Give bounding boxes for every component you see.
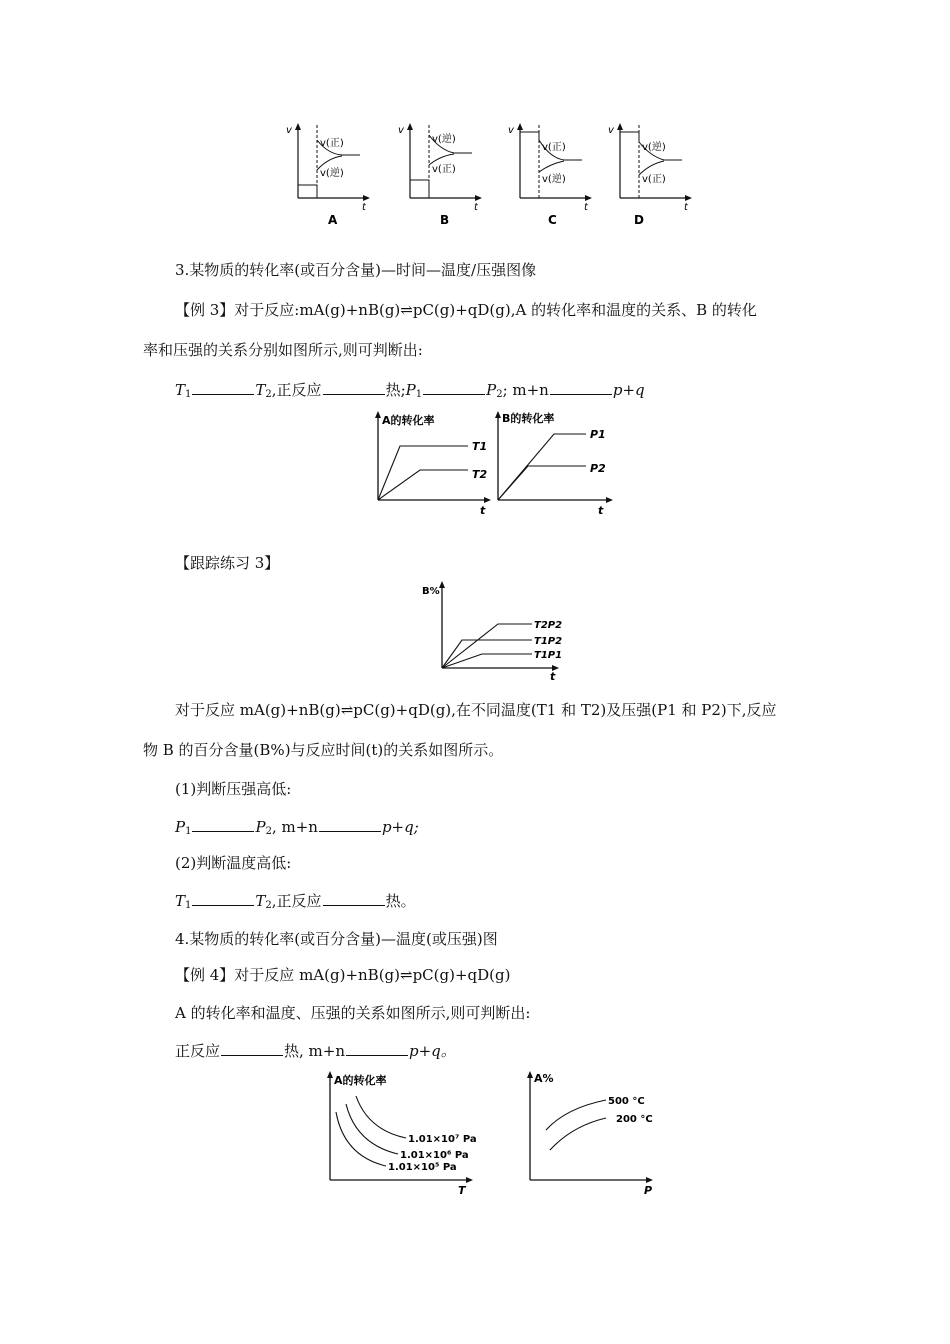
t1-symbol: T bbox=[175, 892, 186, 910]
practice3-heading: 【跟踪练习 3】 bbox=[175, 554, 280, 572]
example3-charts bbox=[370, 408, 620, 520]
curve-p1 bbox=[498, 434, 586, 500]
curve-label-500c: 500 °C bbox=[608, 1096, 645, 1107]
text-forward: ,正反应 bbox=[271, 892, 322, 910]
p1-symbol: P bbox=[405, 381, 416, 399]
practice3-chart bbox=[420, 580, 570, 684]
chart-ylabel: B% bbox=[422, 586, 440, 597]
example3-line1: 【例 3】对于反应:mA(g)+nB(g)⇌pC(g)+qD(g),A 的转化率和温度的关系、B 的转化 bbox=[175, 301, 757, 319]
p2-symbol: P bbox=[486, 381, 497, 399]
curve-label-1e7: 1.01×10⁷ Pa bbox=[408, 1134, 477, 1145]
curve-label-t1p2: T1P2 bbox=[534, 636, 563, 647]
curve-200c bbox=[550, 1118, 606, 1150]
chart-xlabel: t bbox=[480, 504, 486, 517]
practice3-q1-answer: $P_1$ $P_2$, m+n p+q; bbox=[175, 818, 419, 837]
chart-xlabel: t bbox=[598, 504, 604, 517]
conversion-temperature-chart bbox=[375, 411, 491, 517]
text-mn: ; m+n bbox=[502, 381, 549, 399]
curve-1e5 bbox=[336, 1112, 386, 1166]
answer-blank[interactable] bbox=[319, 817, 381, 832]
answer-blank[interactable] bbox=[192, 380, 254, 395]
curve-t2 bbox=[378, 470, 468, 500]
panel-label: B bbox=[440, 213, 450, 227]
t-axis-label: t bbox=[474, 202, 478, 213]
curve-p2 bbox=[498, 466, 586, 500]
upper-curve-label: v(正) bbox=[320, 138, 344, 149]
t2-symbol: T bbox=[255, 892, 266, 910]
chart-xlabel: P bbox=[644, 1184, 653, 1197]
panel-label: C bbox=[548, 213, 557, 227]
answer-blank[interactable] bbox=[192, 817, 254, 832]
curve-500c bbox=[546, 1100, 606, 1130]
curve-1e6 bbox=[346, 1104, 398, 1154]
curve-label-p1: P1 bbox=[590, 428, 606, 441]
curve-label-t1p1: T1P1 bbox=[534, 650, 563, 661]
example3-question: $T_1$ $T_2$,正反应 热$;P_1$ $P_2$; m+n p+q bbox=[175, 381, 645, 400]
curve-label-t2: T2 bbox=[472, 468, 488, 481]
answer-blank[interactable] bbox=[346, 1041, 408, 1056]
panel-b bbox=[398, 123, 482, 227]
answer-blank[interactable] bbox=[423, 380, 485, 395]
upper-curve-label: v(正) bbox=[542, 142, 566, 153]
curve-label-1e5: 1.01×10⁵ Pa bbox=[388, 1162, 457, 1173]
v-axis-label: v bbox=[508, 125, 514, 136]
curve-label-1e6: 1.01×10⁶ Pa bbox=[400, 1150, 469, 1161]
lower-curve-label: v(逆) bbox=[320, 168, 344, 179]
curve-1e7 bbox=[356, 1096, 406, 1138]
answer-blank[interactable] bbox=[550, 380, 612, 395]
p1-symbol: P bbox=[175, 818, 186, 836]
t-axis-label: t bbox=[684, 202, 688, 213]
curve-t1p1 bbox=[442, 654, 532, 668]
answer-blank[interactable] bbox=[323, 891, 385, 906]
chart-ylabel: A的转化率 bbox=[382, 414, 435, 427]
chart-xlabel: t bbox=[550, 670, 556, 683]
t1-symbol: T bbox=[175, 381, 186, 399]
v-axis-label: v bbox=[286, 125, 292, 136]
curve-t2p2 bbox=[442, 624, 532, 668]
panel-label: D bbox=[634, 213, 644, 227]
section4-heading: 4.某物质的转化率(或百分含量)—温度(或压强)图 bbox=[175, 930, 498, 948]
chart-ylabel: A% bbox=[534, 1072, 554, 1085]
practice3-q2-answer: $T_1$ $T_2$,正反应 热。 bbox=[175, 892, 416, 911]
example3-line2: 率和压强的关系分别如图所示,则可判断出: bbox=[143, 341, 423, 359]
t2-symbol: T bbox=[255, 381, 266, 399]
upper-curve-label: v(逆) bbox=[642, 142, 666, 153]
upper-curve-label: v(逆) bbox=[432, 134, 456, 145]
curve-label-p2: P2 bbox=[590, 462, 606, 475]
chart-ylabel: A的转化率 bbox=[334, 1074, 387, 1087]
practice3-line1: 对于反应 mA(g)+nB(g)⇌pC(g)+qD(g),在不同温度(T1 和 T2)及压强(P1 和 P2)下,反应 bbox=[175, 701, 777, 719]
panel-label: A bbox=[328, 213, 338, 227]
section3-heading: 3.某物质的转化率(或百分含量)—时间—温度/压强图像 bbox=[175, 261, 537, 279]
curve-label-t2p2: T2P2 bbox=[534, 620, 563, 631]
velocity-time-figure bbox=[280, 120, 700, 230]
text-heat: 热。 bbox=[385, 892, 416, 910]
curve-t1 bbox=[378, 446, 468, 500]
text-pq: p+q。 bbox=[409, 1042, 456, 1060]
answer-blank[interactable] bbox=[192, 891, 254, 906]
conversion-pressure-chart bbox=[495, 411, 613, 517]
text-heat: 热; bbox=[385, 381, 406, 399]
conversion-temperature-pressure-chart bbox=[327, 1071, 477, 1197]
text-forward: ,正反应 bbox=[271, 381, 322, 399]
answer-blank[interactable] bbox=[323, 380, 385, 395]
text-heat: 热, m+n bbox=[284, 1042, 346, 1060]
lower-curve-label: v(正) bbox=[642, 174, 666, 185]
chart-xlabel: T bbox=[458, 1184, 466, 1197]
text-pq: p+q bbox=[612, 381, 645, 399]
panel-c bbox=[508, 123, 592, 227]
lower-curve-label: v(逆) bbox=[542, 174, 566, 185]
practice3-q1: (1)判断压强高低: bbox=[175, 780, 292, 798]
example4-question bbox=[175, 1041, 456, 1061]
curve-label-200c: 200 °C bbox=[616, 1114, 653, 1125]
example4-line1: 【例 4】对于反应 mA(g)+nB(g)⇌pC(g)+qD(g) bbox=[175, 966, 511, 984]
text-forward: 正反应 bbox=[175, 1042, 221, 1060]
v-axis-label: v bbox=[608, 125, 614, 136]
p2-symbol: P bbox=[255, 818, 266, 836]
practice3-q2: (2)判断温度高低: bbox=[175, 854, 292, 872]
example4-line2: A 的转化率和温度、压强的关系如图所示,则可判断出: bbox=[175, 1004, 531, 1022]
answer-blank[interactable] bbox=[221, 1041, 283, 1056]
v-axis-label: v bbox=[398, 125, 404, 136]
panel-a bbox=[286, 123, 370, 227]
percent-pressure-chart bbox=[527, 1071, 653, 1197]
lower-curve-label: v(正) bbox=[432, 164, 456, 175]
chart-ylabel: B的转化率 bbox=[502, 412, 555, 425]
panel-d bbox=[608, 123, 692, 227]
curve-label-t1: T1 bbox=[472, 440, 488, 453]
text-pq: p+q; bbox=[381, 818, 419, 836]
practice3-line2: 物 B 的百分含量(B%)与反应时间(t)的关系如图所示。 bbox=[143, 741, 504, 759]
t-axis-label: t bbox=[362, 202, 366, 213]
t-axis-label: t bbox=[584, 202, 588, 213]
text-mn: , m+n bbox=[271, 818, 318, 836]
example4-charts bbox=[320, 1068, 670, 1198]
